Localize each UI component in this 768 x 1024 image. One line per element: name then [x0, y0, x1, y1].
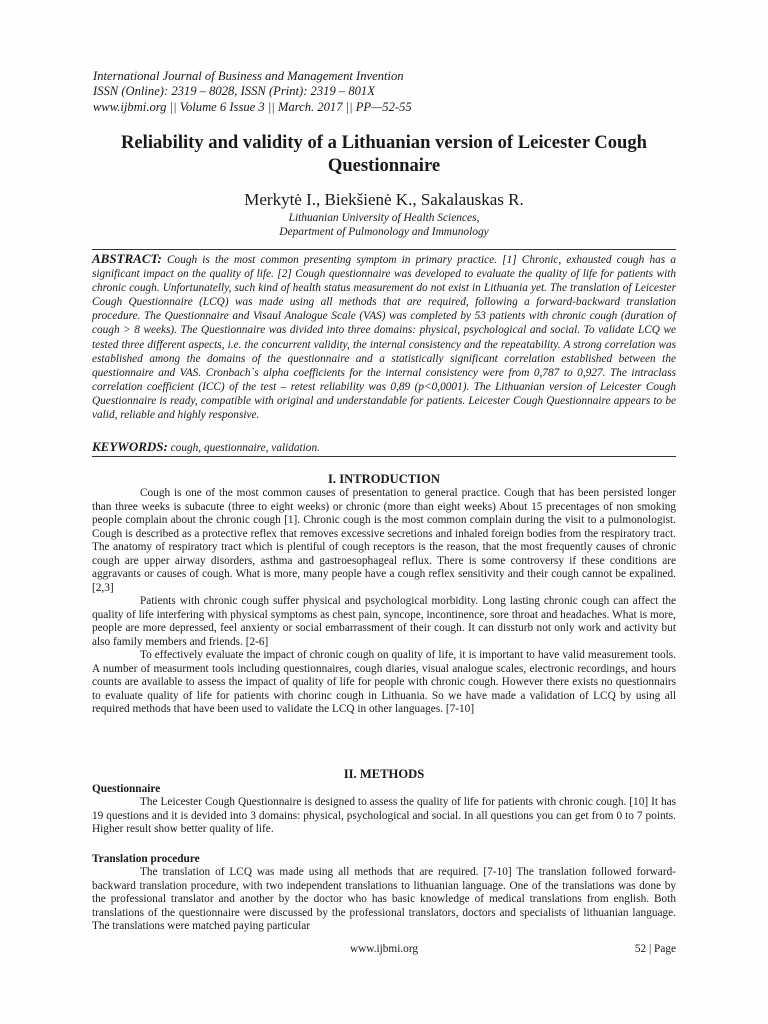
journal-header: [93, 69, 693, 115]
keywords: [92, 440, 676, 455]
introduction-body: [92, 487, 676, 717]
subheading-translation: Translation procedure: [92, 853, 200, 865]
section-heading-methods: II. METHODS: [343, 767, 425, 781]
paper-title: Reliability and validity of a Lithuanian version of Leicester Cough Questionnaire: [121, 132, 647, 176]
abstract-label: ABSTRACT:: [92, 251, 162, 266]
abstract-bottom-rule: [92, 456, 676, 457]
affiliation-department: Department of Pulmonology and Immunology: [279, 226, 489, 238]
translation-body: [92, 866, 676, 934]
questionnaire-body: [92, 796, 676, 837]
intro-paragraph-1: Cough is one of the most common causes of presentation to general practice. Cough that has been persisted longer than three weeks is subacute (three to eight weeks) or chronic (more than eight weeks) About 15 precentages of non smoking people complain about the chronic cough [1]. Chronic cough is the most common complain during the visit to a pulmonologist. Cough is described as a protective reflex that removes excessive secretions and inhaled foreign bodies from the respiratory tract. The anatomy of respiratory tract which is plentiful of cough receptors is the reason, that the most frequently causes of chronic cough are upper airway disorders, asthma and gastroesophageal reflux. There is some controversy if these conditions are aggravants or causes of cough. What is more, many people have a cough reflex sensitivity and their cough cannot be expalined. [2,3]: [92, 487, 676, 594]
paper-authors: Merkytė I., Biekšienė K., Sakalauskas R.: [244, 190, 524, 209]
keywords-label: KEYWORDS:: [92, 439, 168, 454]
journal-name: International Journal of Business and Management Invention: [93, 69, 404, 83]
intro-paragraph-2: Patients with chronic cough suffer physical and psychological morbidity. Long lasting chronic cough can affect the quality of life interfering with physical symptoms as chest pain, syncope, incontinence, sore throat and headaches. What is more, people are more depressed, feel anxienty or social embarrassment of their cough. It can dissturb not only work and activity but also family members and friends. [2-6]: [92, 595, 676, 648]
abstract: [92, 252, 676, 422]
intro-paragraph-3: To effectively evaluate the impact of chronic cough on quality of life, it is important to have valid measurement tools. A number of measurment tools including questionnaires, cough diaries, visual analogue scales, electronic recordings, and hours counts are available to assess the impact of quality of life for people with chronic cough. However there exists no questionnairs to evaluate quality of life for patients with chorinc cough in Lithuania. So we have made a validation of LCQ by using all required methods that have been used to validate the LCQ in other languages. [7-10]: [92, 649, 676, 715]
abstract-top-rule: [92, 249, 676, 250]
keywords-text: cough, questionnaire, validation.: [167, 442, 320, 454]
questionnaire-paragraph: The Leicester Cough Questionnaire is designed to assess the quality of life for patients with chronic cough. [10] It has 19 questions and it is devided into 3 domains: physical, psychological and social. In all questions you can get from 0 to 7 points. Higher result show better quality of life.: [92, 796, 676, 835]
footer-page-number: 52 | Page: [634, 943, 676, 955]
translation-paragraph: The translation of LCQ was made using all methods that are required. [7-10] The translation followed forward-backward translation procedure, with two independent translations to lithuanian language. One of the translations was done by the professional translator and another by the doctor who has basic knowledge of medical translations from english. Both translations of the questionnaire were discussed by the professional translators, doctors and specialists of lithuanian language. The translations were matched paying particular: [92, 866, 676, 932]
footer-url: www.ijbmi.org: [349, 943, 419, 955]
subheading-questionnaire: Questionnaire: [92, 783, 161, 795]
affiliation: [84, 211, 684, 239]
journal-issn: ISSN (Online): 2319 – 8028, ISSN (Print): 2319 – 801X: [93, 84, 375, 99]
abstract-text: Cough is the most common presenting symptom in primary practice. [1] Chronic, exhausted cough has a significant impact on the quality of life. [2] Cough questionnaire was developed to evaluate the quality of life for patients with chronic cough. Unfortunatelly, such kind of health status measurement do not exist in Lithuania yet. The translation of Leicester Cough Questionnaire (LCQ) was made using all methods that are required, following a forward-backward translation procedure. The Questionnaire and Visaul Analogue Scale (VAS) was completed by 53 patients with chronic cough (duration of cough > 8 weeks). The Questionnaire was divided into three domains: physical, psychological and social. To validate LCQ we tested three different aspects, i.e. the concurrent validity, the internal consistency and the repeatability. A strong correlation was established among the domains of the questionnaire and a statistically significant correlation established between the questionnaire and VAS. Cronbach`s alpha coefficients for the internal consistency were from 0,787 to 0,927. The intraclass correlation coefficient (ICC) of the test – retest reliability was 0,89 (p<0,0001). The Lithuanian version of Leicester Cough Questionnaire is ready, compatible with original and understandable for patients. Leicester Cough Questionnaire appears to be valid, reliable and highly responsive.: [92, 254, 676, 422]
journal-volume: www.ijbmi.org || Volume 6 Issue 3 || March. 2017 || PP—52-55: [93, 99, 412, 114]
affiliation-university: Lithuanian University of Health Sciences,: [288, 212, 480, 224]
section-heading-introduction: I. INTRODUCTION: [328, 472, 440, 486]
